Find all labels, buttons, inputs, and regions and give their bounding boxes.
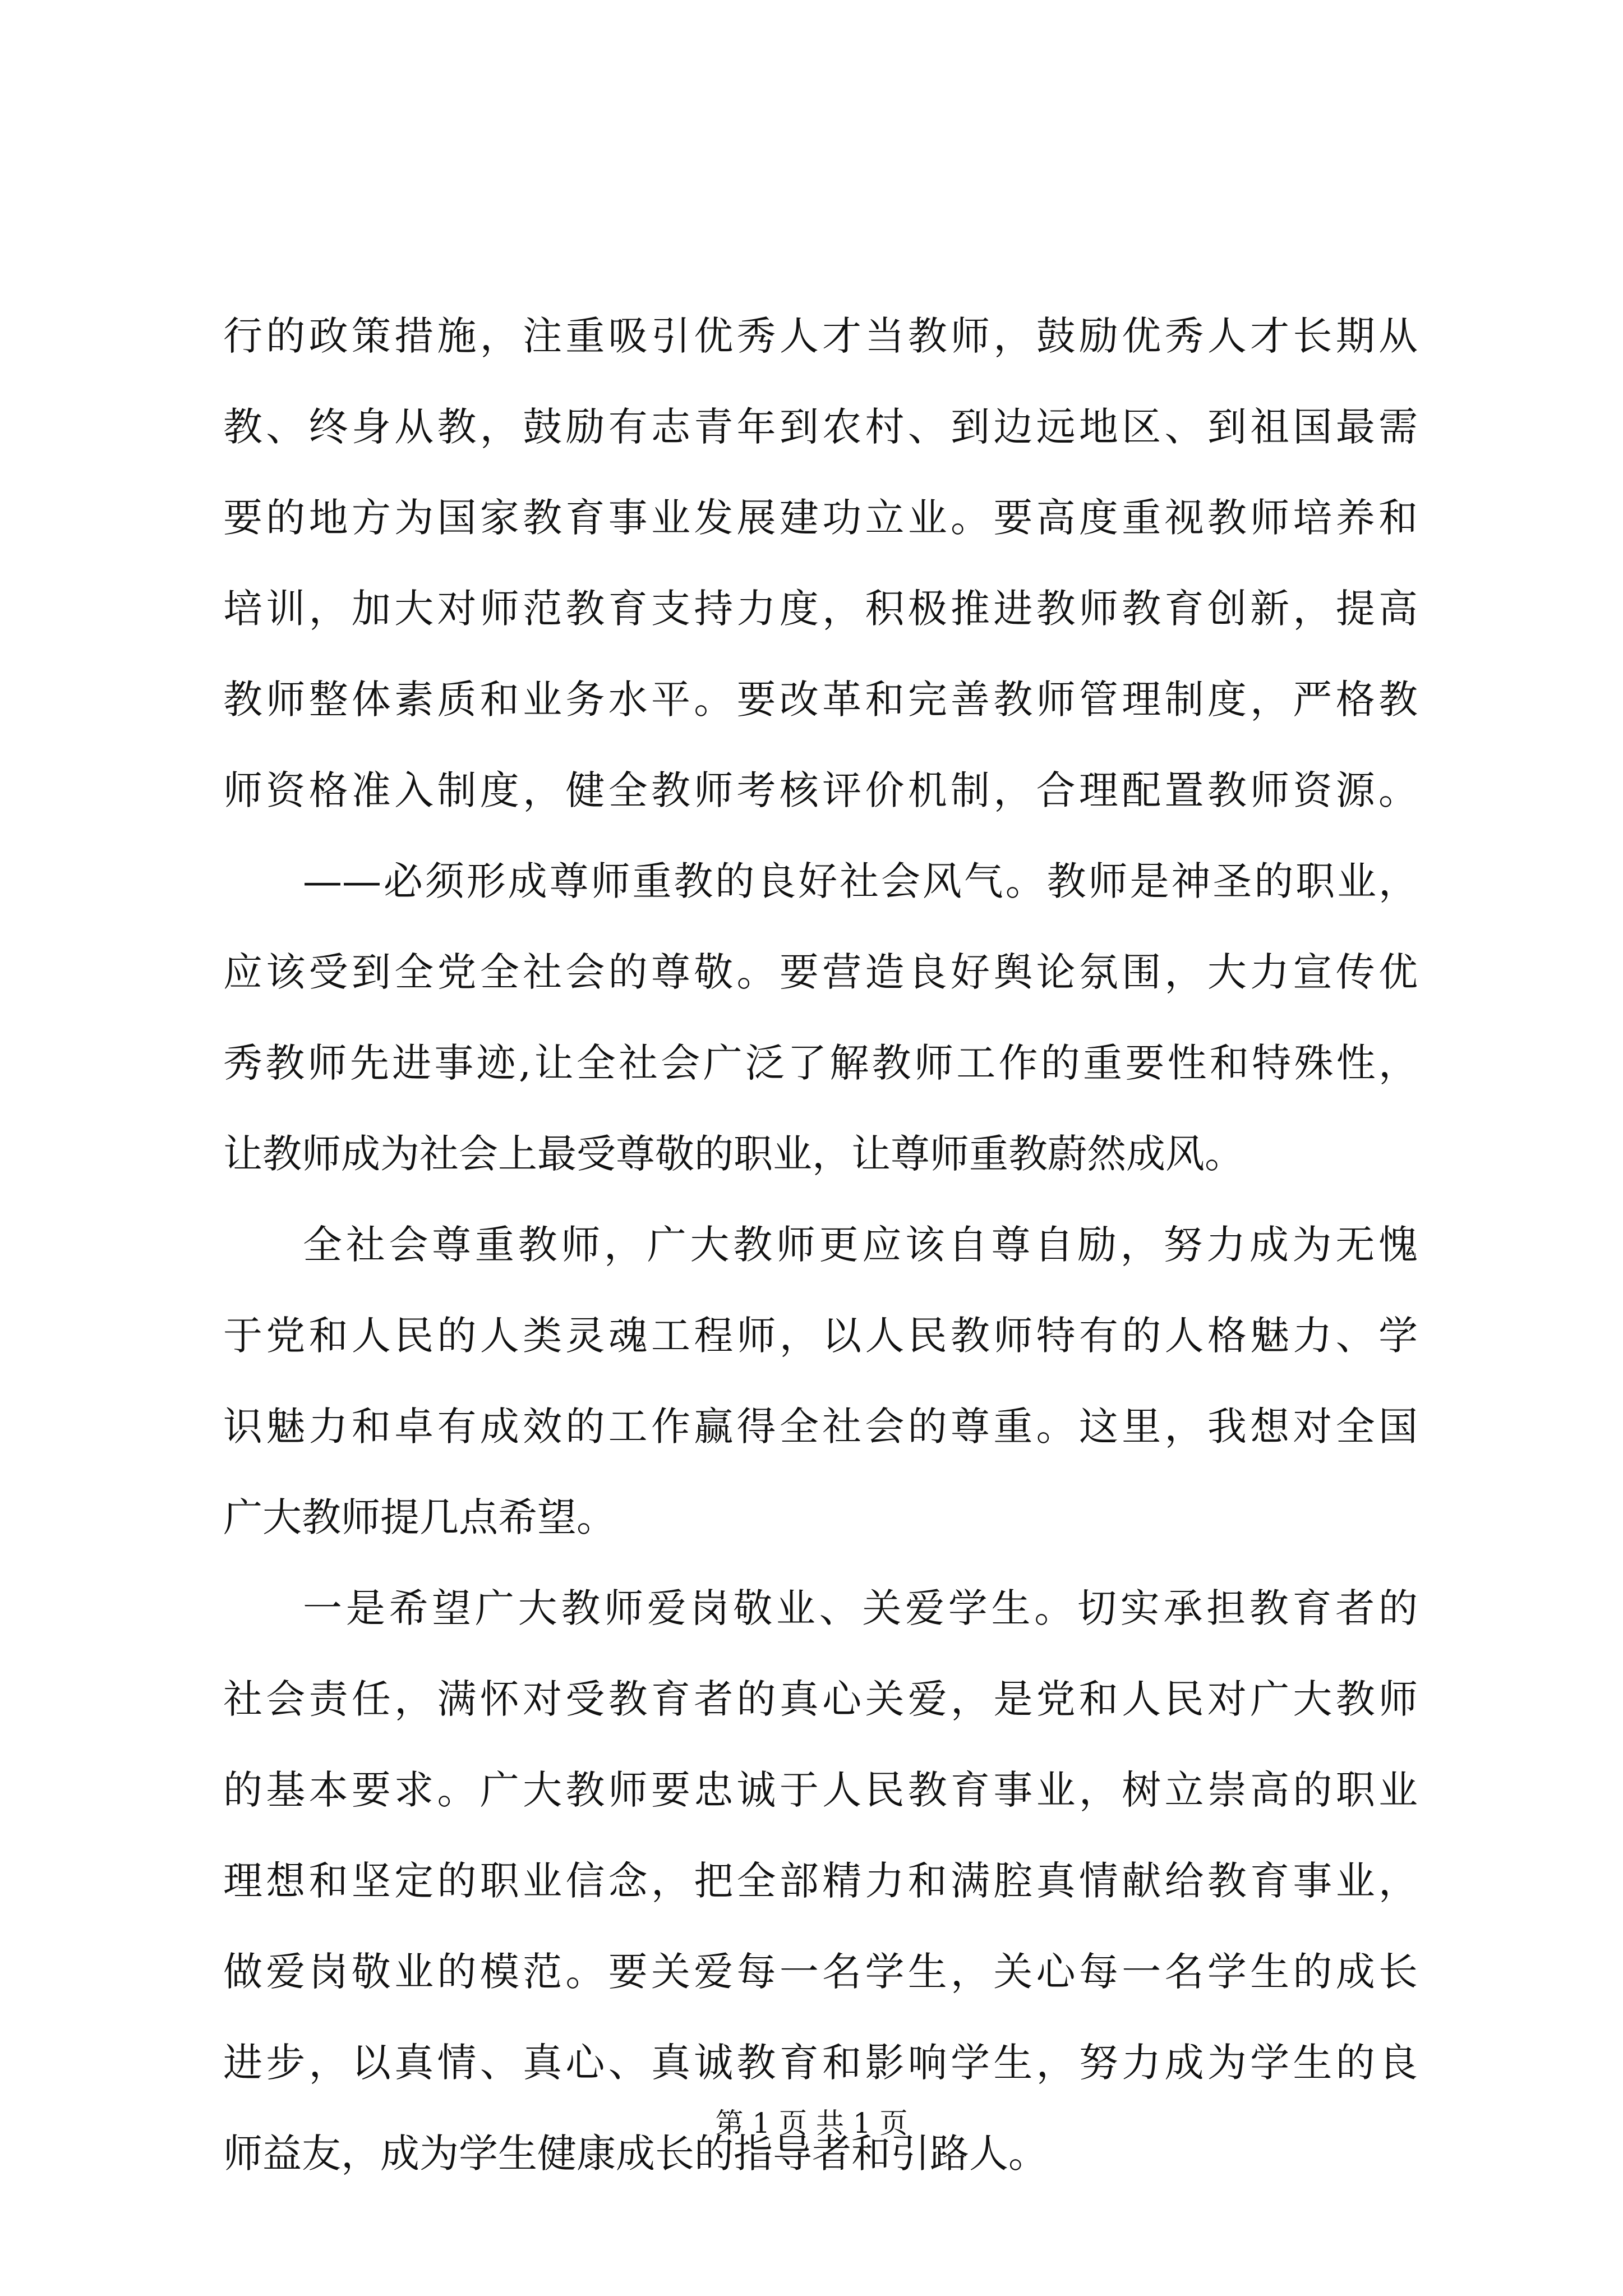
text-line: 广大教师提几点希望。 <box>223 1494 616 1540</box>
text-line: 教、终身从教，鼓励有志青年到农村、到边远地区、到祖国最需 <box>223 404 1418 450</box>
text-line: 让教师成为社会上最受尊敬的职业，让尊师重教蔚然成风。 <box>223 1131 1244 1177</box>
text-line: 要的地方为国家教育事业发展建功立业。要高度重视教师培养和 <box>223 495 1418 541</box>
text-line: 秀教师先进事迹,让全社会广泛了解教师工作的重要性和特殊性， <box>223 1040 1418 1086</box>
text-line: 行的政策措施，注重吸引优秀人才当教师，鼓励优秀人才长期从 <box>223 313 1418 359</box>
text-line: 应该受到全党全社会的尊敬。要营造良好舆论氛围，大力宣传优 <box>223 949 1418 995</box>
text-line: 培训，加大对师范教育支持力度，积极推进教师教育创新，提高 <box>223 586 1418 632</box>
document-body <box>223 291 1418 2199</box>
text-line: 社会责任，满怀对受教育者的真心关爱，是党和人民对广大教师 <box>223 1676 1418 1722</box>
text-line: 师资格准入制度，健全教师考核评价机制，合理配置教师资源。 <box>223 767 1418 813</box>
text-line: 的基本要求。广大教师要忠诚于人民教育事业，树立崇高的职业 <box>223 1767 1418 1813</box>
page-footer <box>0 2106 1623 2140</box>
page-number-label: 第 1 页 共 1 页 <box>715 2107 908 2139</box>
text-line: 一是希望广大教师爱岗敬业、关爱学生。切实承担教育者的 <box>303 1585 1418 1631</box>
text-line: 做爱岗敬业的模范。要关爱每一名学生，关心每一名学生的成长 <box>223 1949 1418 1995</box>
text-line: 进步，以真情、真心、真诚教育和影响学生，努力成为学生的良 <box>223 2040 1418 2086</box>
text-line: 师益友，成为学生健康成长的指导者和引路人。 <box>223 2131 1048 2177</box>
text-line: 教师整体素质和业务水平。要改革和完善教师管理制度，严格教 <box>223 677 1418 723</box>
text-line: 理想和坚定的职业信念，把全部精力和满腔真情献给教育事业， <box>223 1858 1418 1904</box>
text-line: 于党和人民的人类灵魂工程师，以人民教师特有的人格魅力、学 <box>223 1313 1418 1359</box>
text-line: 识魅力和卓有成效的工作赢得全社会的尊重。这里，我想对全国 <box>223 1404 1418 1450</box>
text-line: 全社会尊重教师，广大教师更应该自尊自励，努力成为无愧 <box>303 1222 1418 1268</box>
text-line: ——必须形成尊师重教的良好社会风气。教师是神圣的职业， <box>303 858 1418 904</box>
